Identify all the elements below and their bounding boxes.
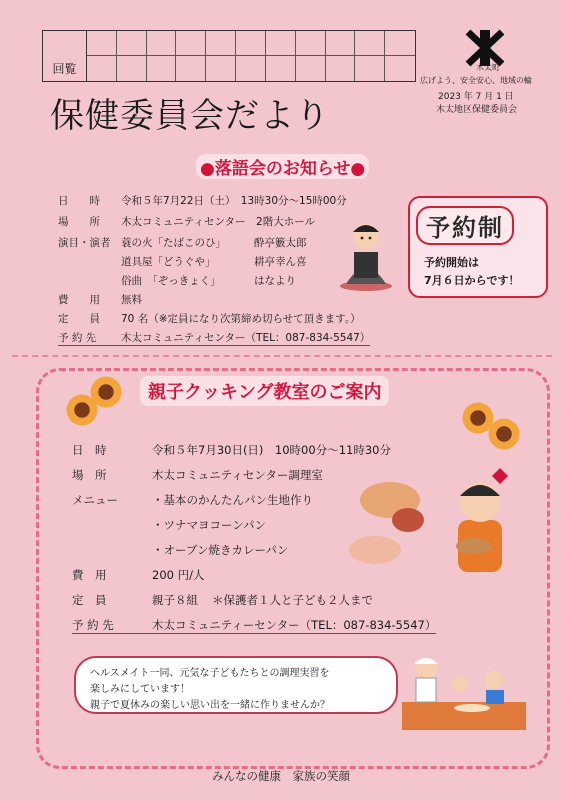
message-box xyxy=(74,656,398,714)
cooking-title: 親子クッキング教室のご案内 xyxy=(140,376,389,406)
menu-item: ・基本のかんたんパン生地作り xyxy=(152,493,313,507)
performance-title: 道具屋「どうぐや」 xyxy=(121,256,216,268)
circulation-box xyxy=(42,30,416,82)
reservation-badge: 予約制 xyxy=(416,206,514,245)
page-title: 保健委員会だより xyxy=(50,96,330,136)
label: 予 約 先 xyxy=(72,618,114,632)
rakugo-performer-illustration xyxy=(336,212,396,292)
rakugo-capacity: 70 名（※定員になり次第締め切らせて頂きます。） xyxy=(121,313,361,325)
capacity-note: ＊保護者１人と子ども２人まで xyxy=(212,593,373,607)
circulation-label: 回覧 xyxy=(43,31,87,81)
performance-list xyxy=(121,235,344,288)
label: 費 用 xyxy=(72,568,107,582)
rakugo-place: 木太コミュニティセンター 2階大ホール xyxy=(121,216,315,228)
label: メニュー xyxy=(72,493,118,507)
performance-title: 俗曲 「ぞっきょく」 xyxy=(121,275,221,287)
section-divider xyxy=(12,355,552,357)
circulation-grid xyxy=(87,31,415,81)
sunflower-icon xyxy=(486,416,522,452)
menu-item: ・オーブン焼きカレーパン xyxy=(152,543,289,557)
rakugo-date: 令和５年7月22日（土） 13時30分～15時00分 xyxy=(121,195,347,207)
footer-slogan: みんなの健康 家族の笑顔 xyxy=(212,769,350,783)
label: 場 所 xyxy=(58,216,100,228)
performer: 酔亭籔太郎 xyxy=(254,237,307,249)
rakugo-title: ●落語会のお知らせ● xyxy=(196,154,369,179)
label: 定 員 xyxy=(58,313,100,325)
cooking-fee: 200 円/人 xyxy=(152,568,205,582)
cooking-capacity: 親子８組 xyxy=(152,593,198,607)
label: 場 所 xyxy=(72,468,107,482)
cooking-date: 令和５年7月30日(日) 10時00分～11時30分 xyxy=(152,443,391,457)
rakugo-fee: 無料 xyxy=(121,294,142,306)
label: 費 用 xyxy=(58,294,100,306)
message-line: 楽しみにしています！ xyxy=(90,684,190,695)
cooking-class-illustration xyxy=(402,650,526,730)
organization: 木太地区保健委員会 xyxy=(436,105,518,115)
performer: はなより xyxy=(254,275,296,287)
bread-child-illustration xyxy=(340,460,530,580)
reservation-date: 7月６日からです！ xyxy=(424,274,520,287)
label: 予 約 先 xyxy=(58,332,97,344)
performer: 耕亭幸ん喜 xyxy=(254,256,307,268)
sunflower-icon xyxy=(64,392,100,428)
rakugo-reserve: 木太コミュニティセンター（TEL：087-834-5547） xyxy=(121,332,371,344)
reservation-start: 予約開始は xyxy=(424,256,479,269)
label: 演目・演者 xyxy=(58,237,111,249)
cooking-place: 木太コミュニティセンター調理室 xyxy=(152,468,323,482)
performance-title: 蓑の火「たばこのひ」 xyxy=(121,237,226,249)
slogan: 広げよう、安全安心、地域の輪 xyxy=(420,76,532,85)
menu-item: ・ツナマヨコーンパン xyxy=(152,518,266,532)
label: 日 時 xyxy=(72,443,107,457)
issue-date: 2023 年 7 月 1 日 xyxy=(438,92,514,102)
label: 定 員 xyxy=(72,593,107,607)
message-line: ヘルスメイト一同、元気な子どもたちとの調理実習を xyxy=(90,668,330,679)
cooking-reserve: 木太コミュニティーセンター（TEL：087-834-5547） xyxy=(152,618,437,632)
town-name: 木太町 xyxy=(476,63,500,72)
label: 日 時 xyxy=(58,195,100,207)
message-line: 親子で夏休みの楽しい思い出を一緒に作りませんか？ xyxy=(90,700,330,711)
